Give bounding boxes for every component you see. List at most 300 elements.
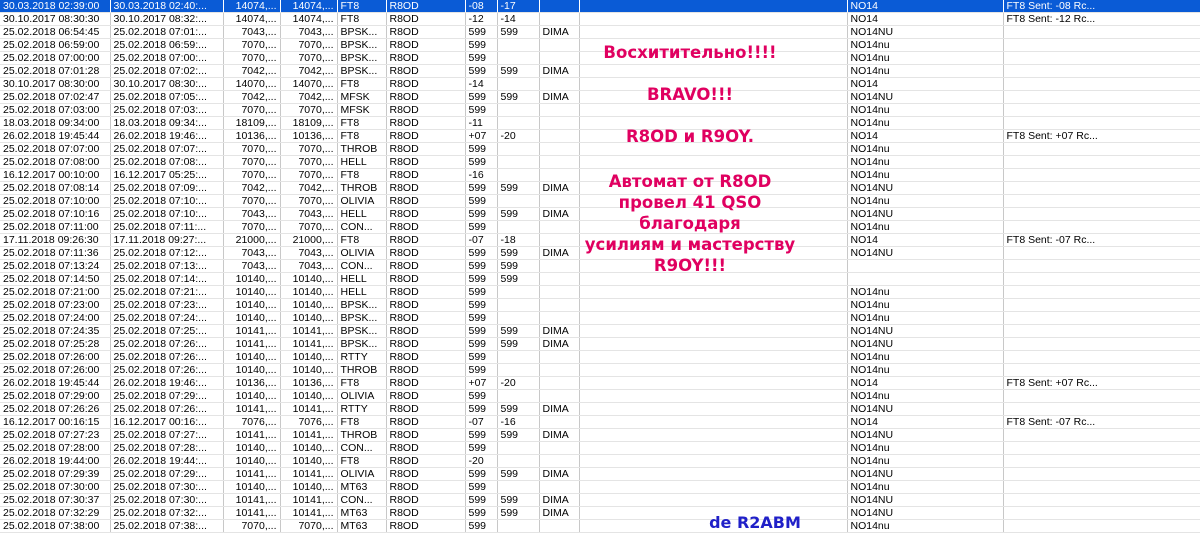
cell-freq[interactable]: 10140,... xyxy=(223,273,280,286)
cell-notes[interactable] xyxy=(579,481,847,494)
cell-freq-rx[interactable]: 10141,... xyxy=(280,494,337,507)
cell-mode[interactable]: HELL xyxy=(337,156,386,169)
cell-comment[interactable] xyxy=(1003,156,1200,169)
cell-notes[interactable] xyxy=(579,299,847,312)
cell-end-time[interactable]: 25.02.2018 07:26:... xyxy=(110,351,223,364)
cell-qth[interactable]: NO14nu xyxy=(847,221,1003,234)
cell-name[interactable] xyxy=(539,299,579,312)
cell-comment[interactable]: FT8 Sent: -08 Rc... xyxy=(1003,0,1200,13)
cell-qth[interactable]: NO14nu xyxy=(847,481,1003,494)
table-row[interactable] xyxy=(0,377,1200,390)
cell-rst-rcvd[interactable] xyxy=(497,299,539,312)
cell-rst-rcvd[interactable] xyxy=(497,195,539,208)
cell-name[interactable]: DIMA xyxy=(539,494,579,507)
cell-start-time[interactable]: 25.02.2018 07:03:00 xyxy=(0,104,110,117)
cell-mode[interactable]: FT8 xyxy=(337,78,386,91)
cell-freq[interactable]: 10141,... xyxy=(223,429,280,442)
cell-freq-rx[interactable]: 10141,... xyxy=(280,468,337,481)
cell-freq[interactable]: 7043,... xyxy=(223,208,280,221)
cell-start-time[interactable]: 18.03.2018 09:34:00 xyxy=(0,117,110,130)
cell-rst-sent[interactable]: 599 xyxy=(465,351,497,364)
table-row[interactable] xyxy=(0,338,1200,351)
cell-qth[interactable]: NO14nu xyxy=(847,117,1003,130)
cell-name[interactable] xyxy=(539,286,579,299)
cell-qth[interactable]: NO14nu xyxy=(847,195,1003,208)
cell-mode[interactable]: BPSK... xyxy=(337,312,386,325)
cell-freq[interactable]: 10140,... xyxy=(223,299,280,312)
cell-start-time[interactable]: 25.02.2018 07:13:24 xyxy=(0,260,110,273)
cell-freq[interactable]: 10141,... xyxy=(223,403,280,416)
cell-rst-sent[interactable]: -07 xyxy=(465,234,497,247)
cell-end-time[interactable]: 25.02.2018 07:02:... xyxy=(110,65,223,78)
cell-rst-rcvd[interactable]: 599 xyxy=(497,273,539,286)
cell-comment[interactable] xyxy=(1003,260,1200,273)
cell-freq[interactable]: 10140,... xyxy=(223,455,280,468)
cell-qth[interactable]: NO14NU xyxy=(847,507,1003,520)
cell-rst-rcvd[interactable] xyxy=(497,520,539,533)
cell-freq-rx[interactable]: 7042,... xyxy=(280,91,337,104)
cell-end-time[interactable]: 25.02.2018 07:23:... xyxy=(110,299,223,312)
cell-qth[interactable]: NO14 xyxy=(847,234,1003,247)
cell-rst-sent[interactable]: 599 xyxy=(465,429,497,442)
cell-rst-rcvd[interactable] xyxy=(497,156,539,169)
cell-mode[interactable]: OLIVIA xyxy=(337,195,386,208)
cell-name[interactable] xyxy=(539,390,579,403)
table-row[interactable] xyxy=(0,351,1200,364)
cell-start-time[interactable]: 25.02.2018 07:28:00 xyxy=(0,442,110,455)
cell-comment[interactable] xyxy=(1003,455,1200,468)
cell-call[interactable]: R8OD xyxy=(386,169,465,182)
cell-qth[interactable]: NO14nu xyxy=(847,455,1003,468)
cell-start-time[interactable]: 25.02.2018 07:08:00 xyxy=(0,156,110,169)
cell-rst-rcvd[interactable] xyxy=(497,39,539,52)
cell-mode[interactable]: MT63 xyxy=(337,520,386,533)
cell-start-time[interactable]: 25.02.2018 07:29:00 xyxy=(0,390,110,403)
cell-name[interactable]: DIMA xyxy=(539,338,579,351)
cell-freq[interactable]: 10140,... xyxy=(223,364,280,377)
cell-freq-rx[interactable]: 7076,... xyxy=(280,416,337,429)
cell-freq-rx[interactable]: 10141,... xyxy=(280,507,337,520)
cell-rst-rcvd[interactable] xyxy=(497,117,539,130)
cell-freq[interactable]: 7070,... xyxy=(223,221,280,234)
cell-call[interactable]: R8OD xyxy=(386,0,465,13)
cell-qth[interactable]: NO14nu xyxy=(847,52,1003,65)
cell-mode[interactable]: CON... xyxy=(337,442,386,455)
cell-rst-rcvd[interactable]: -16 xyxy=(497,416,539,429)
cell-mode[interactable]: BPSK... xyxy=(337,299,386,312)
table-row[interactable] xyxy=(0,286,1200,299)
cell-call[interactable]: R8OD xyxy=(386,286,465,299)
cell-end-time[interactable]: 16.12.2017 00:16:... xyxy=(110,416,223,429)
cell-rst-sent[interactable]: -11 xyxy=(465,117,497,130)
cell-end-time[interactable]: 25.02.2018 07:10:... xyxy=(110,208,223,221)
cell-qth[interactable]: NO14nu xyxy=(847,156,1003,169)
cell-start-time[interactable]: 25.02.2018 06:59:00 xyxy=(0,39,110,52)
cell-mode[interactable]: FT8 xyxy=(337,455,386,468)
cell-rst-sent[interactable]: 599 xyxy=(465,208,497,221)
cell-start-time[interactable]: 16.12.2017 00:16:15 xyxy=(0,416,110,429)
cell-name[interactable]: DIMA xyxy=(539,403,579,416)
cell-mode[interactable]: FT8 xyxy=(337,416,386,429)
cell-rst-rcvd[interactable]: -18 xyxy=(497,234,539,247)
cell-freq[interactable]: 10141,... xyxy=(223,507,280,520)
table-row[interactable] xyxy=(0,13,1200,26)
cell-freq[interactable]: 10140,... xyxy=(223,351,280,364)
cell-freq-rx[interactable]: 10140,... xyxy=(280,364,337,377)
cell-rst-rcvd[interactable]: 599 xyxy=(497,247,539,260)
cell-comment[interactable] xyxy=(1003,39,1200,52)
table-row[interactable] xyxy=(0,455,1200,468)
cell-name[interactable] xyxy=(539,156,579,169)
cell-rst-sent[interactable]: 599 xyxy=(465,507,497,520)
cell-qth[interactable]: NO14NU xyxy=(847,208,1003,221)
cell-call[interactable]: R8OD xyxy=(386,507,465,520)
cell-freq[interactable]: 10141,... xyxy=(223,338,280,351)
cell-qth[interactable]: NO14nu xyxy=(847,39,1003,52)
cell-rst-sent[interactable]: +07 xyxy=(465,377,497,390)
cell-start-time[interactable]: 26.02.2018 19:45:44 xyxy=(0,377,110,390)
cell-freq-rx[interactable]: 7043,... xyxy=(280,260,337,273)
cell-rst-rcvd[interactable]: 599 xyxy=(497,403,539,416)
cell-rst-rcvd[interactable] xyxy=(497,78,539,91)
cell-end-time[interactable]: 16.12.2017 05:25:... xyxy=(110,169,223,182)
cell-rst-sent[interactable]: 599 xyxy=(465,221,497,234)
cell-notes[interactable] xyxy=(579,325,847,338)
cell-name[interactable] xyxy=(539,143,579,156)
cell-start-time[interactable]: 25.02.2018 07:23:00 xyxy=(0,299,110,312)
cell-rst-sent[interactable]: 599 xyxy=(465,299,497,312)
cell-notes[interactable] xyxy=(579,455,847,468)
cell-name[interactable]: DIMA xyxy=(539,208,579,221)
cell-call[interactable]: R8OD xyxy=(386,429,465,442)
cell-notes[interactable] xyxy=(579,26,847,39)
cell-rst-sent[interactable]: 599 xyxy=(465,104,497,117)
cell-start-time[interactable]: 25.02.2018 07:24:35 xyxy=(0,325,110,338)
cell-freq[interactable]: 10140,... xyxy=(223,312,280,325)
cell-end-time[interactable]: 25.02.2018 07:21:... xyxy=(110,286,223,299)
cell-mode[interactable]: BPSK... xyxy=(337,325,386,338)
cell-call[interactable]: R8OD xyxy=(386,52,465,65)
cell-mode[interactable]: RTTY xyxy=(337,403,386,416)
cell-name[interactable] xyxy=(539,442,579,455)
table-row[interactable] xyxy=(0,390,1200,403)
cell-qth[interactable]: NO14 xyxy=(847,416,1003,429)
table-row[interactable] xyxy=(0,26,1200,39)
cell-start-time[interactable]: 30.03.2018 02:39:00 xyxy=(0,0,110,13)
cell-call[interactable]: R8OD xyxy=(386,13,465,26)
cell-start-time[interactable]: 25.02.2018 07:14:50 xyxy=(0,273,110,286)
cell-name[interactable] xyxy=(539,13,579,26)
table-row[interactable] xyxy=(0,156,1200,169)
cell-start-time[interactable]: 25.02.2018 07:30:37 xyxy=(0,494,110,507)
cell-rst-rcvd[interactable] xyxy=(497,364,539,377)
cell-name[interactable] xyxy=(539,364,579,377)
cell-rst-rcvd[interactable]: 599 xyxy=(497,429,539,442)
cell-call[interactable]: R8OD xyxy=(386,390,465,403)
cell-notes[interactable] xyxy=(579,286,847,299)
cell-end-time[interactable]: 25.02.2018 07:27:... xyxy=(110,429,223,442)
cell-qth[interactable]: NO14nu xyxy=(847,143,1003,156)
cell-comment[interactable] xyxy=(1003,286,1200,299)
table-row[interactable] xyxy=(0,325,1200,338)
cell-start-time[interactable]: 16.12.2017 00:10:00 xyxy=(0,169,110,182)
cell-mode[interactable]: FT8 xyxy=(337,130,386,143)
cell-freq-rx[interactable]: 7070,... xyxy=(280,104,337,117)
cell-rst-sent[interactable]: 599 xyxy=(465,65,497,78)
cell-comment[interactable] xyxy=(1003,468,1200,481)
cell-qth[interactable]: NO14nu xyxy=(847,390,1003,403)
cell-call[interactable]: R8OD xyxy=(386,468,465,481)
cell-comment[interactable] xyxy=(1003,117,1200,130)
table-row[interactable] xyxy=(0,520,1200,533)
cell-freq[interactable]: 7043,... xyxy=(223,247,280,260)
cell-call[interactable]: R8OD xyxy=(386,299,465,312)
cell-start-time[interactable]: 25.02.2018 07:11:00 xyxy=(0,221,110,234)
cell-call[interactable]: R8OD xyxy=(386,442,465,455)
cell-freq-rx[interactable]: 10136,... xyxy=(280,377,337,390)
cell-qth[interactable] xyxy=(847,260,1003,273)
cell-end-time[interactable]: 25.02.2018 07:14:... xyxy=(110,273,223,286)
cell-freq-rx[interactable]: 10140,... xyxy=(280,273,337,286)
cell-call[interactable]: R8OD xyxy=(386,26,465,39)
cell-notes[interactable] xyxy=(579,338,847,351)
cell-notes[interactable] xyxy=(579,156,847,169)
cell-freq-rx[interactable]: 7070,... xyxy=(280,195,337,208)
cell-freq[interactable]: 7070,... xyxy=(223,195,280,208)
cell-mode[interactable]: FT8 xyxy=(337,169,386,182)
cell-freq-rx[interactable]: 14074,... xyxy=(280,0,337,13)
cell-freq[interactable]: 10140,... xyxy=(223,442,280,455)
cell-rst-rcvd[interactable]: -14 xyxy=(497,13,539,26)
cell-mode[interactable]: BPSK... xyxy=(337,338,386,351)
cell-rst-sent[interactable]: 599 xyxy=(465,156,497,169)
table-row[interactable] xyxy=(0,403,1200,416)
cell-name[interactable] xyxy=(539,416,579,429)
cell-comment[interactable] xyxy=(1003,91,1200,104)
cell-qth[interactable]: NO14nu xyxy=(847,312,1003,325)
cell-comment[interactable]: FT8 Sent: -07 Rc... xyxy=(1003,234,1200,247)
cell-end-time[interactable]: 30.03.2018 02:40:... xyxy=(110,0,223,13)
cell-start-time[interactable]: 25.02.2018 07:07:00 xyxy=(0,143,110,156)
cell-end-time[interactable]: 25.02.2018 07:25:... xyxy=(110,325,223,338)
cell-rst-rcvd[interactable] xyxy=(497,351,539,364)
cell-end-time[interactable]: 25.02.2018 07:29:... xyxy=(110,468,223,481)
cell-start-time[interactable]: 25.02.2018 07:02:47 xyxy=(0,91,110,104)
cell-freq-rx[interactable]: 10140,... xyxy=(280,286,337,299)
cell-comment[interactable]: FT8 Sent: +07 Rc... xyxy=(1003,130,1200,143)
cell-qth[interactable]: NO14NU xyxy=(847,26,1003,39)
cell-rst-sent[interactable]: 599 xyxy=(465,390,497,403)
cell-end-time[interactable]: 25.02.2018 07:32:... xyxy=(110,507,223,520)
cell-rst-sent[interactable]: 599 xyxy=(465,182,497,195)
cell-rst-sent[interactable]: -08 xyxy=(465,0,497,13)
cell-start-time[interactable]: 25.02.2018 07:38:00 xyxy=(0,520,110,533)
cell-mode[interactable]: FT8 xyxy=(337,234,386,247)
cell-name[interactable]: DIMA xyxy=(539,507,579,520)
cell-rst-sent[interactable]: 599 xyxy=(465,403,497,416)
cell-rst-rcvd[interactable] xyxy=(497,104,539,117)
cell-mode[interactable]: THROB xyxy=(337,364,386,377)
cell-mode[interactable]: THROB xyxy=(337,143,386,156)
cell-end-time[interactable]: 25.02.2018 07:10:... xyxy=(110,195,223,208)
table-row[interactable] xyxy=(0,104,1200,117)
cell-notes[interactable] xyxy=(579,442,847,455)
cell-notes[interactable] xyxy=(579,104,847,117)
cell-rst-rcvd[interactable]: 599 xyxy=(497,468,539,481)
cell-rst-sent[interactable]: 599 xyxy=(465,338,497,351)
cell-name[interactable] xyxy=(539,455,579,468)
cell-rst-rcvd[interactable] xyxy=(497,52,539,65)
table-row[interactable] xyxy=(0,312,1200,325)
cell-rst-rcvd[interactable] xyxy=(497,221,539,234)
cell-name[interactable] xyxy=(539,130,579,143)
cell-name[interactable]: DIMA xyxy=(539,325,579,338)
cell-mode[interactable]: THROB xyxy=(337,429,386,442)
cell-freq[interactable]: 7042,... xyxy=(223,65,280,78)
cell-freq[interactable]: 7042,... xyxy=(223,91,280,104)
cell-notes[interactable] xyxy=(579,312,847,325)
cell-notes[interactable] xyxy=(579,494,847,507)
cell-qth[interactable]: NO14NU xyxy=(847,247,1003,260)
cell-comment[interactable] xyxy=(1003,65,1200,78)
cell-mode[interactable]: HELL xyxy=(337,273,386,286)
cell-notes[interactable] xyxy=(579,0,847,13)
cell-start-time[interactable]: 25.02.2018 07:26:00 xyxy=(0,351,110,364)
cell-freq-rx[interactable]: 10140,... xyxy=(280,390,337,403)
cell-rst-rcvd[interactable]: -17 xyxy=(497,0,539,13)
cell-end-time[interactable]: 25.02.2018 07:09:... xyxy=(110,182,223,195)
cell-mode[interactable]: MT63 xyxy=(337,507,386,520)
cell-freq[interactable]: 18109,... xyxy=(223,117,280,130)
cell-end-time[interactable]: 30.10.2017 08:32:... xyxy=(110,13,223,26)
cell-freq-rx[interactable]: 10140,... xyxy=(280,299,337,312)
cell-end-time[interactable]: 25.02.2018 07:03:... xyxy=(110,104,223,117)
cell-freq-rx[interactable]: 7043,... xyxy=(280,26,337,39)
cell-comment[interactable] xyxy=(1003,52,1200,65)
cell-rst-rcvd[interactable] xyxy=(497,390,539,403)
cell-freq[interactable]: 7070,... xyxy=(223,169,280,182)
table-row[interactable] xyxy=(0,299,1200,312)
cell-freq-rx[interactable]: 14074,... xyxy=(280,13,337,26)
cell-mode[interactable]: HELL xyxy=(337,208,386,221)
cell-qth[interactable]: NO14NU xyxy=(847,468,1003,481)
cell-call[interactable]: R8OD xyxy=(386,273,465,286)
cell-freq[interactable]: 14070,... xyxy=(223,78,280,91)
cell-qth[interactable]: NO14 xyxy=(847,0,1003,13)
cell-start-time[interactable]: 25.02.2018 07:10:16 xyxy=(0,208,110,221)
cell-end-time[interactable]: 25.02.2018 07:26:... xyxy=(110,338,223,351)
table-row[interactable] xyxy=(0,481,1200,494)
cell-freq[interactable]: 10140,... xyxy=(223,286,280,299)
cell-end-time[interactable]: 25.02.2018 07:07:... xyxy=(110,143,223,156)
cell-call[interactable]: R8OD xyxy=(386,195,465,208)
cell-comment[interactable] xyxy=(1003,247,1200,260)
cell-name[interactable] xyxy=(539,117,579,130)
cell-comment[interactable] xyxy=(1003,442,1200,455)
cell-mode[interactable]: FT8 xyxy=(337,0,386,13)
cell-comment[interactable]: FT8 Sent: -12 Rc... xyxy=(1003,13,1200,26)
table-row[interactable] xyxy=(0,416,1200,429)
cell-mode[interactable]: BPSK... xyxy=(337,39,386,52)
cell-comment[interactable] xyxy=(1003,338,1200,351)
cell-rst-sent[interactable]: 599 xyxy=(465,468,497,481)
cell-call[interactable]: R8OD xyxy=(386,455,465,468)
cell-freq[interactable]: 14074,... xyxy=(223,0,280,13)
cell-freq-rx[interactable]: 18109,... xyxy=(280,117,337,130)
cell-name[interactable] xyxy=(539,104,579,117)
cell-mode[interactable]: BPSK... xyxy=(337,52,386,65)
cell-name[interactable] xyxy=(539,377,579,390)
cell-call[interactable]: R8OD xyxy=(386,416,465,429)
cell-end-time[interactable]: 26.02.2018 19:44:... xyxy=(110,455,223,468)
cell-notes[interactable] xyxy=(579,364,847,377)
cell-name[interactable] xyxy=(539,520,579,533)
cell-name[interactable] xyxy=(539,481,579,494)
cell-rst-sent[interactable]: 599 xyxy=(465,26,497,39)
cell-mode[interactable]: FT8 xyxy=(337,117,386,130)
cell-comment[interactable] xyxy=(1003,325,1200,338)
cell-freq-rx[interactable]: 7043,... xyxy=(280,247,337,260)
cell-qth[interactable]: NO14nu xyxy=(847,351,1003,364)
cell-notes[interactable] xyxy=(579,65,847,78)
cell-end-time[interactable]: 25.02.2018 07:01:... xyxy=(110,26,223,39)
cell-freq-rx[interactable]: 10140,... xyxy=(280,312,337,325)
cell-call[interactable]: R8OD xyxy=(386,130,465,143)
cell-rst-rcvd[interactable]: 599 xyxy=(497,507,539,520)
cell-rst-rcvd[interactable] xyxy=(497,143,539,156)
cell-freq-rx[interactable]: 7070,... xyxy=(280,221,337,234)
cell-end-time[interactable]: 25.02.2018 07:30:... xyxy=(110,481,223,494)
cell-end-time[interactable]: 25.02.2018 07:29:... xyxy=(110,390,223,403)
cell-mode[interactable]: CON... xyxy=(337,260,386,273)
cell-comment[interactable] xyxy=(1003,403,1200,416)
cell-freq[interactable]: 14074,... xyxy=(223,13,280,26)
cell-call[interactable]: R8OD xyxy=(386,78,465,91)
cell-mode[interactable]: MFSK xyxy=(337,91,386,104)
cell-start-time[interactable]: 26.02.2018 19:45:44 xyxy=(0,130,110,143)
cell-qth[interactable]: NO14nu xyxy=(847,442,1003,455)
cell-rst-rcvd[interactable]: 599 xyxy=(497,338,539,351)
cell-comment[interactable] xyxy=(1003,208,1200,221)
cell-mode[interactable]: BPSK... xyxy=(337,65,386,78)
cell-comment[interactable] xyxy=(1003,221,1200,234)
cell-comment[interactable] xyxy=(1003,299,1200,312)
cell-call[interactable]: R8OD xyxy=(386,65,465,78)
cell-start-time[interactable]: 25.02.2018 07:26:26 xyxy=(0,403,110,416)
cell-freq[interactable]: 7070,... xyxy=(223,104,280,117)
cell-rst-sent[interactable]: -12 xyxy=(465,13,497,26)
cell-name[interactable] xyxy=(539,312,579,325)
cell-rst-rcvd[interactable] xyxy=(497,442,539,455)
cell-freq[interactable]: 21000,... xyxy=(223,234,280,247)
cell-mode[interactable]: FT8 xyxy=(337,13,386,26)
cell-qth[interactable]: NO14nu xyxy=(847,169,1003,182)
cell-rst-rcvd[interactable] xyxy=(497,169,539,182)
cell-freq-rx[interactable]: 10140,... xyxy=(280,455,337,468)
cell-name[interactable] xyxy=(539,39,579,52)
cell-end-time[interactable]: 25.02.2018 07:08:... xyxy=(110,156,223,169)
cell-rst-sent[interactable]: 599 xyxy=(465,494,497,507)
cell-start-time[interactable]: 25.02.2018 07:26:00 xyxy=(0,364,110,377)
cell-mode[interactable]: RTTY xyxy=(337,351,386,364)
cell-rst-rcvd[interactable]: 599 xyxy=(497,182,539,195)
cell-notes[interactable] xyxy=(579,468,847,481)
cell-mode[interactable]: THROB xyxy=(337,182,386,195)
cell-start-time[interactable]: 25.02.2018 07:11:36 xyxy=(0,247,110,260)
cell-rst-sent[interactable]: 599 xyxy=(465,286,497,299)
cell-qth[interactable]: NO14NU xyxy=(847,182,1003,195)
cell-freq-rx[interactable]: 10141,... xyxy=(280,338,337,351)
